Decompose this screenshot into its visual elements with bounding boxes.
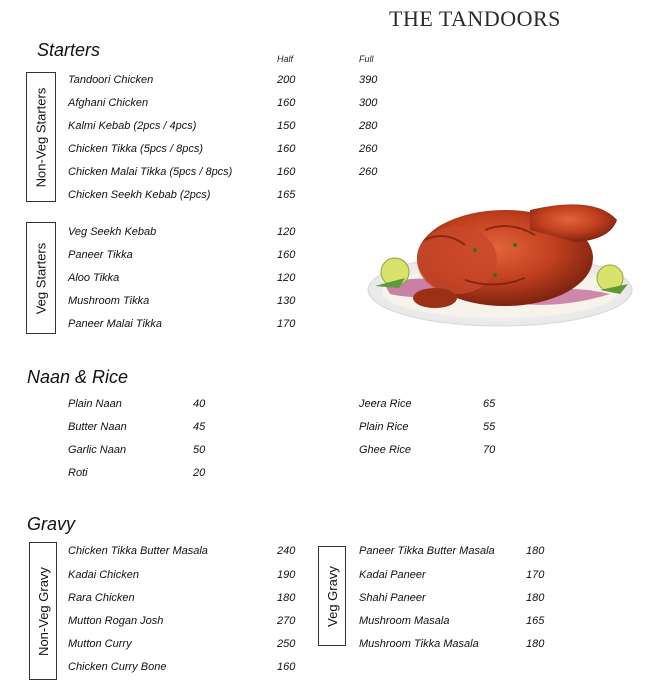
menu-item-name: Chicken Curry Bone [68,661,167,673]
menu-item-name: Mushroom Masala [359,615,450,627]
price-half: 160 [277,97,296,109]
tandoori-chicken-photo [365,190,640,330]
category-label: Non-Veg Starters [33,87,49,187]
price-full: 280 [359,120,378,132]
price-full: 300 [359,97,378,109]
price-half: 150 [277,120,296,132]
section-title-gravy: Gravy [27,514,76,534]
menu-item-price: 65 [483,398,496,410]
price-half: 160 [277,249,296,261]
price-half: 120 [277,272,296,284]
menu-item-price: 165 [526,615,545,627]
price-half: 160 [277,166,296,178]
price-full: 260 [359,143,378,155]
menu-item-price: 240 [277,545,296,557]
menu-item-name: Shahi Paneer [359,592,426,604]
menu-item-name: Ghee Rice [359,444,411,456]
menu-item-price: 70 [483,444,496,456]
price-half: 120 [277,226,296,238]
menu-item-name: Rara Chicken [68,592,135,604]
price-half: 170 [277,318,296,330]
menu-item-name: Garlic Naan [68,444,127,456]
menu-item-price: 20 [193,467,206,479]
menu-item-name: Paneer Tikka [68,249,133,261]
menu-item-price: 160 [277,661,296,673]
category-box-veg-starters [26,222,56,334]
category-box-non-veg-starters [26,72,56,202]
menu-item-price: 180 [526,545,545,557]
price-full: 390 [359,74,378,86]
section-title-naan-rice: Naan & Rice [27,367,129,387]
menu-item-name: Mushroom Tikka [68,295,150,307]
menu-item-name: Chicken Malai Tikka (5pcs / 8pcs) [68,166,233,178]
menu-item-price: 190 [277,569,296,581]
menu-item-name: Plain Rice [359,421,409,433]
menu-item-price: 180 [526,638,545,650]
menu-item-name: Kalmi Kebab (2pcs / 4pcs) [68,120,197,132]
price-half: 165 [277,189,296,201]
menu-item-name: Kadai Paneer [359,569,426,581]
menu-item-price: 270 [277,615,296,627]
menu-item-price: 250 [277,638,296,650]
menu-item-name: Afghani Chicken [68,97,149,109]
menu-item-name: Aloo Tikka [68,272,120,284]
menu-item-name: Plain Naan [68,398,122,410]
category-box-veg-gravy [318,546,346,646]
menu-item-price: 55 [483,421,496,433]
column-header-half: Half [277,54,294,64]
menu-item-price: 45 [193,421,206,433]
tandoori-chicken-icon [365,190,640,330]
menu-item-name: Chicken Seekh Kebab (2pcs) [68,189,211,201]
menu-item-price: 50 [193,444,206,456]
category-label: Veg Starters [33,242,49,314]
menu-item-price: 40 [193,398,206,410]
price-half: 160 [277,143,296,155]
menu-item-name: Tandoori Chicken [68,74,154,86]
menu-item-name: Chicken Tikka Butter Masala [68,545,208,557]
menu-item-name: Mushroom Tikka Masala [359,638,479,650]
category-label: Veg Gravy [324,565,340,627]
section-title-starters: Starters [37,40,101,60]
menu-item-name: Chicken Tikka (5pcs / 8pcs) [68,143,204,155]
menu-item-name: Jeera Rice [359,398,412,410]
restaurant-name: THE TANDOORS [389,6,561,31]
menu-item-price: 180 [277,592,296,604]
category-box-non-veg-gravy [29,542,57,680]
price-half: 200 [277,74,296,86]
menu-item-name: Paneer Malai Tikka [68,318,163,330]
menu-item-name: Kadai Chicken [68,569,139,581]
price-half: 130 [277,295,296,307]
menu-item-name: Mutton Curry [68,638,132,650]
menu-item-name: Veg Seekh Kebab [68,226,157,238]
menu-item-price: 180 [526,592,545,604]
menu-item-name: Roti [68,467,88,479]
menu-item-name: Mutton Rogan Josh [68,615,164,627]
menu-item-price: 170 [526,569,545,581]
category-label: Non-Veg Gravy [35,566,51,656]
price-full: 260 [359,166,378,178]
menu-item-name: Butter Naan [68,421,127,433]
menu-item-name: Paneer Tikka Butter Masala [359,545,495,557]
column-header-full: Full [359,54,374,64]
